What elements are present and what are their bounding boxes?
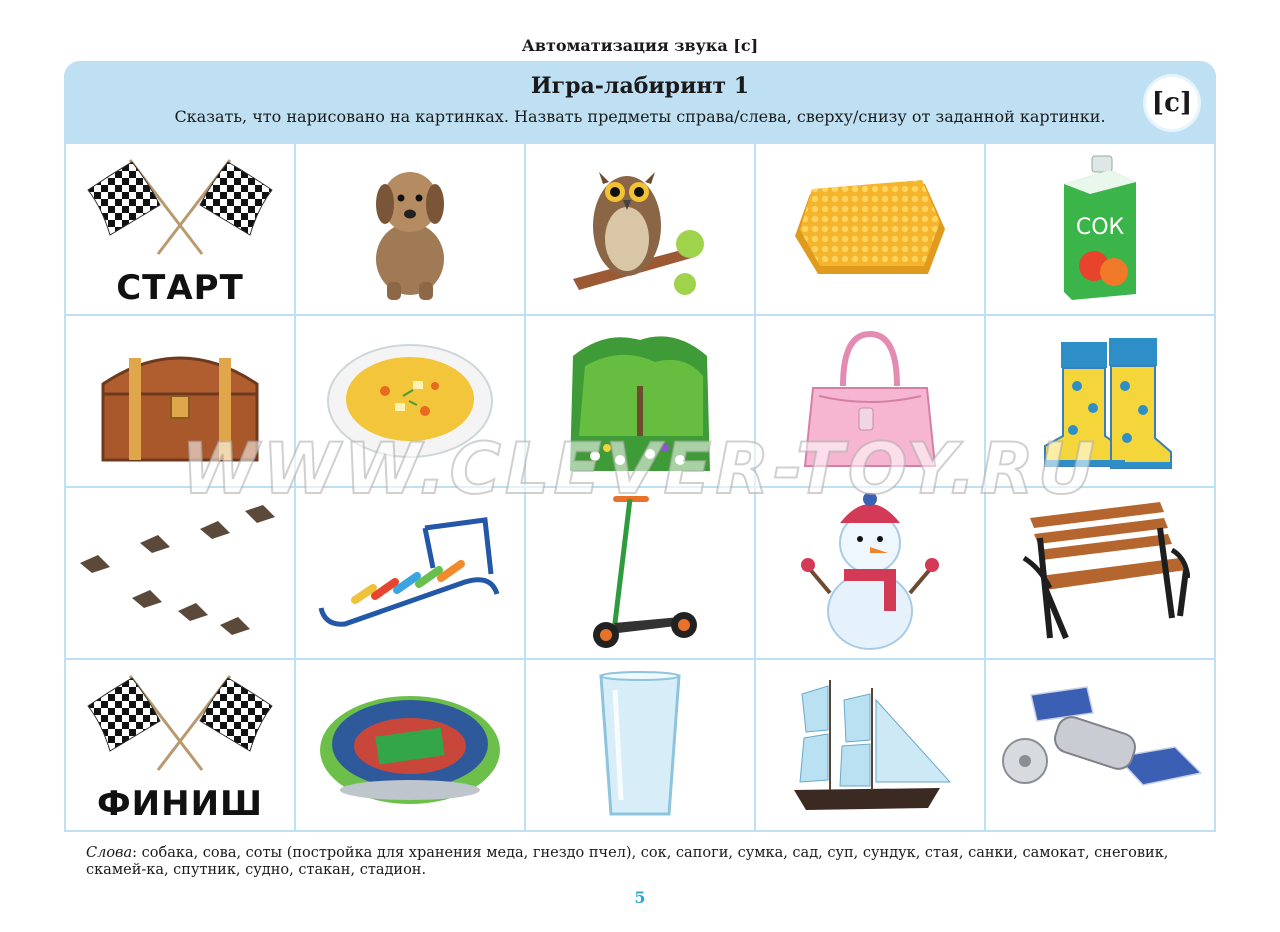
game-title: Игра-лабиринт 1 [530, 73, 750, 99]
cell-start[interactable] [66, 144, 296, 316]
finish-label: ФИНИШ [96, 784, 264, 824]
rubber-boots-icon [1025, 326, 1175, 476]
checkered-flags-icon [80, 150, 280, 260]
juice-box-icon [1050, 154, 1150, 304]
juice-label: СОК [1075, 215, 1125, 240]
page-number: 5 [634, 888, 646, 907]
stadium-icon [315, 680, 505, 810]
watermark: WWW.CLEVER-TOY.RU [181, 428, 1099, 510]
running-title: Автоматизация звука [с] [521, 36, 759, 55]
cell-scooter[interactable] [526, 488, 756, 660]
sound-badge: [с] [1146, 77, 1198, 129]
cell-finish[interactable] [66, 660, 296, 832]
words-text: : собака, сова, соты (постройка для хранения меда, гнездо пчел), сок, сапоги, сумка, сад, суп, сундук, стая, санки, самокат, снеговик, скамей-ка, спутник, судно, стакан, стадион. [86, 845, 1169, 878]
sailing-ship-icon [780, 670, 960, 820]
start-label: СТАРТ [116, 268, 244, 308]
checkered-flags-icon [80, 666, 280, 776]
cell-owl[interactable] [526, 144, 756, 316]
instructions: Сказать, что нарисовано на картинках. Назвать предметы справа/слева, сверху/снизу от заданной картинки. [174, 107, 1106, 126]
cell-soup[interactable] [296, 316, 526, 488]
cell-bench[interactable] [986, 488, 1216, 660]
cell-juice[interactable] [986, 144, 1216, 316]
cell-ship[interactable] [756, 660, 986, 832]
snowman-icon [800, 493, 940, 653]
cell-snowman[interactable] [756, 488, 986, 660]
cell-satellite[interactable] [986, 660, 1216, 832]
word-list [86, 845, 1196, 879]
dog-icon [355, 154, 465, 304]
honeycomb-icon [790, 174, 950, 284]
cell-garden[interactable] [526, 316, 756, 488]
cell-geese[interactable] [66, 488, 296, 660]
flock-of-geese-icon [70, 503, 290, 643]
cell-stadium[interactable] [296, 660, 526, 832]
sled-icon [315, 508, 505, 638]
handbag-icon [795, 326, 945, 476]
cell-sled[interactable] [296, 488, 526, 660]
game-header [64, 61, 1216, 142]
bench-icon [1010, 498, 1190, 648]
satellite-icon [995, 685, 1205, 805]
garden-icon [565, 326, 715, 476]
cell-handbag[interactable] [756, 316, 986, 488]
maze-grid [64, 142, 1216, 832]
scooter-icon [580, 493, 700, 653]
cell-boots[interactable] [986, 316, 1216, 488]
chest-icon [95, 336, 265, 466]
glass-icon [595, 670, 685, 820]
cell-glass[interactable] [526, 660, 756, 832]
cell-honeycomb[interactable] [756, 144, 986, 316]
words-label: Слова [86, 845, 133, 861]
cell-dog[interactable] [296, 144, 526, 316]
soup-icon [325, 341, 495, 461]
owl-icon [565, 154, 715, 304]
cell-chest[interactable] [66, 316, 296, 488]
